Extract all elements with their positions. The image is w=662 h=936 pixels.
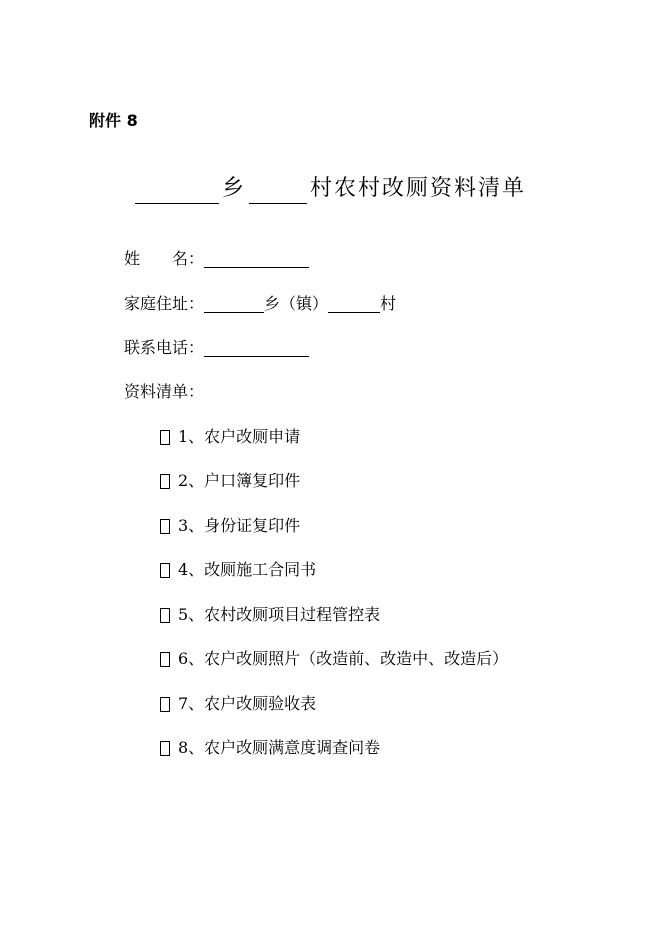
list-item xyxy=(160,426,300,448)
name-field[interactable] xyxy=(204,249,309,268)
address-label: 家庭住址： xyxy=(124,294,205,313)
checkbox[interactable] xyxy=(160,652,170,667)
attachment-label: 附件 8 xyxy=(89,111,138,130)
document-title xyxy=(135,174,526,204)
name-row xyxy=(124,248,309,270)
list-item xyxy=(160,515,300,537)
list-item xyxy=(160,737,380,759)
address-row xyxy=(124,293,396,315)
list-item xyxy=(160,559,316,581)
list-item xyxy=(160,604,380,626)
township-blank[interactable] xyxy=(135,177,219,204)
checkbox[interactable] xyxy=(160,697,170,712)
list-item-label: 4、改厕施工合同书 xyxy=(178,560,317,579)
checkbox[interactable] xyxy=(160,430,170,445)
phone-label: 联系电话： xyxy=(124,338,205,357)
title-township-suffix: 乡 xyxy=(222,176,247,201)
name-label-part2: 名： xyxy=(171,249,204,268)
list-item-label: 7、农户改厕验收表 xyxy=(178,694,317,713)
checkbox[interactable] xyxy=(160,519,170,534)
list-item-label: 5、农村改厕项目过程管控表 xyxy=(178,605,381,624)
title-village-suffix: 村农村改厕资料清单 xyxy=(310,176,527,201)
checkbox[interactable] xyxy=(160,474,170,489)
list-item-label: 8、农户改厕满意度调查问卷 xyxy=(178,738,381,757)
list-item xyxy=(160,693,316,715)
list-label-row xyxy=(124,381,204,403)
checkbox[interactable] xyxy=(160,608,170,623)
address-village-label: 村 xyxy=(380,294,397,313)
checkbox[interactable] xyxy=(160,563,170,578)
name-label xyxy=(124,248,204,270)
list-item xyxy=(160,470,300,492)
list-item-label: 2、户口簿复印件 xyxy=(178,471,301,490)
name-label-part1: 姓 xyxy=(124,249,141,268)
address-village-field[interactable] xyxy=(328,294,380,313)
phone-field[interactable] xyxy=(204,338,309,357)
village-blank[interactable] xyxy=(249,177,307,204)
phone-row xyxy=(124,337,309,359)
checkbox[interactable] xyxy=(160,741,170,756)
list-label: 资料清单： xyxy=(124,382,205,401)
list-item-label: 3、身份证复印件 xyxy=(178,516,301,535)
address-township-label: 乡（镇） xyxy=(264,294,329,313)
list-item-label: 6、农户改厕照片（改造前、改造中、改造后） xyxy=(178,649,509,668)
list-item-label: 1、农户改厕申请 xyxy=(178,427,301,446)
list-item xyxy=(160,648,508,670)
address-township-field[interactable] xyxy=(204,294,264,313)
